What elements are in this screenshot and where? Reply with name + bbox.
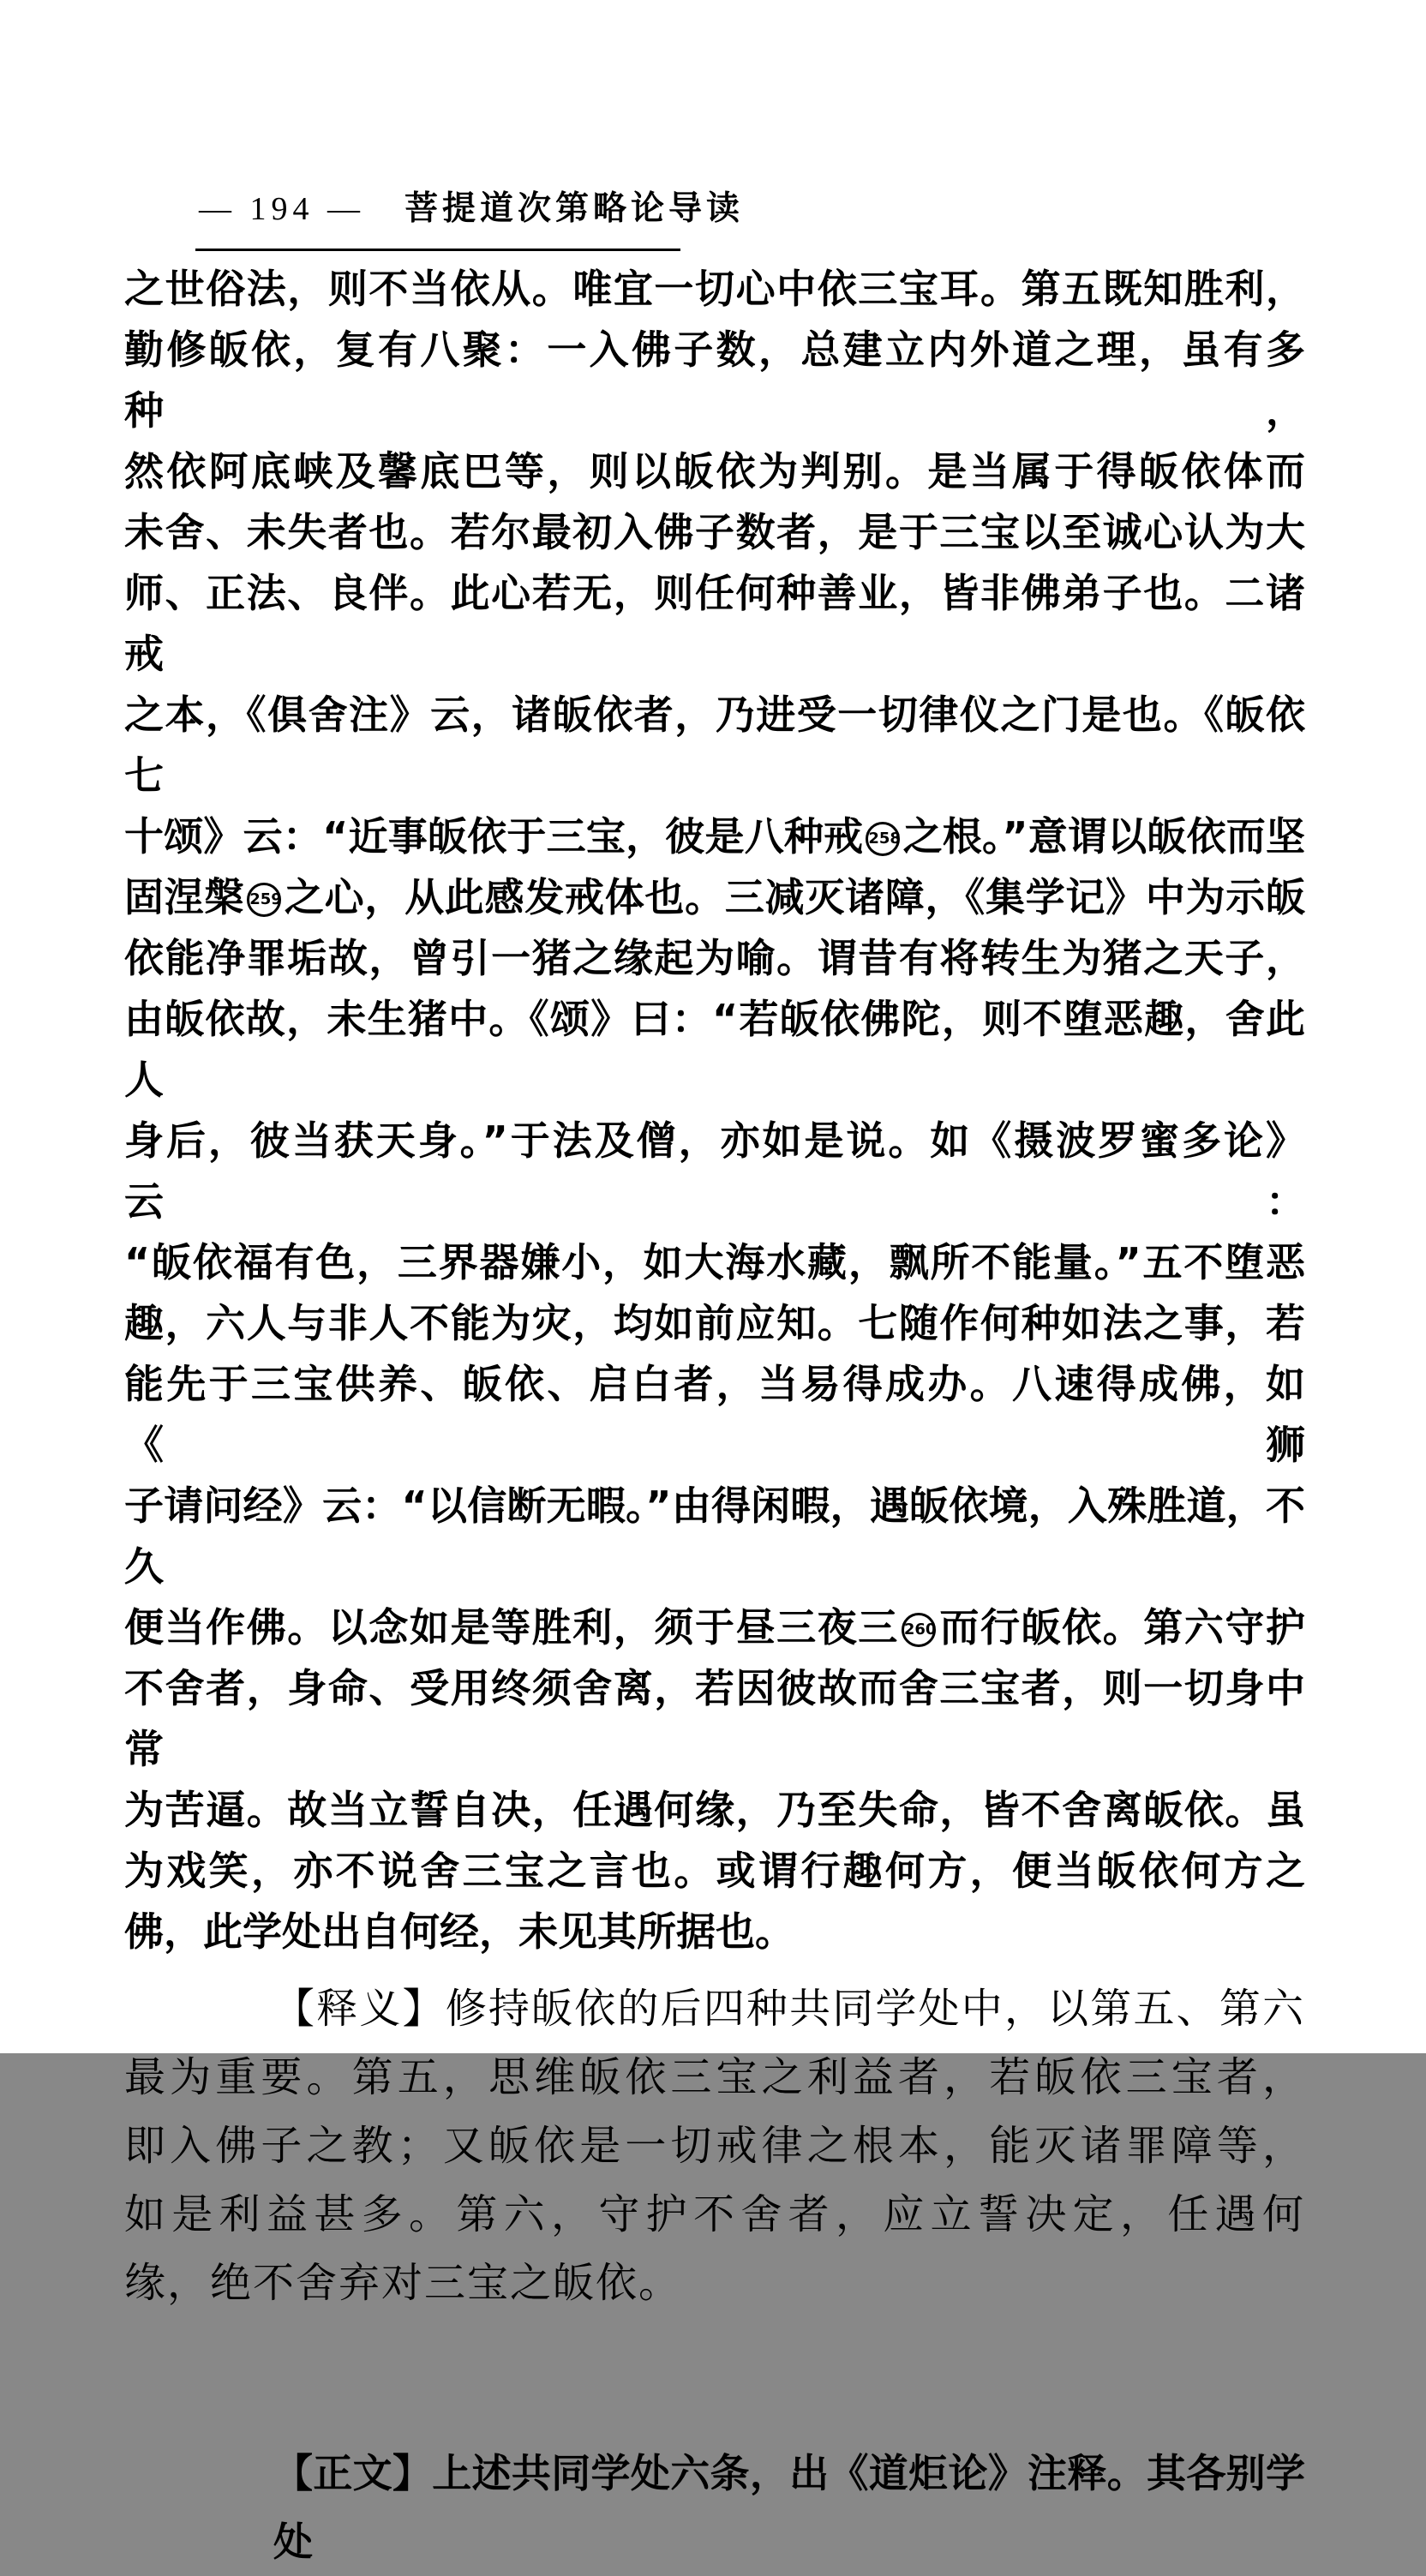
- text-line: 然依阿底峡及馨底巴等，则以皈依为判别。是当属于得皈依体而: [124, 448, 1305, 494]
- footnote-marker: 259: [247, 883, 281, 917]
- text-line: 如是利益甚多。第六，守护不舍者，应立誓决定，任遇何: [124, 2190, 1305, 2238]
- text-line: 最为重要。第五，思维皈依三宝之利益者，若皈依三宝者，: [124, 2053, 1305, 2101]
- text-line: 师、正法、良伴。此心若无，则任何种善业，皆非佛弟子也。二诸戒: [124, 570, 1305, 677]
- text-line: 子请问经》云：“以信断无暇。”由得闲暇，遇皈依境，入殊胜道，不久: [124, 1483, 1305, 1590]
- footnote-marker: 258: [866, 822, 900, 856]
- text-line: 即入佛子之教；又皈依是一切戒律之根本，能灭诸罪障等，: [124, 2122, 1305, 2170]
- text-line: 佛，此学处出自何经，未见其所据也。: [124, 1908, 794, 1955]
- text-line: 为戏笑，亦不说舍三宝之言也。或谓行趣何方，便当皈依何方之: [124, 1848, 1305, 1894]
- header-rule: [195, 249, 680, 251]
- main-paragraph: [124, 259, 1305, 1962]
- text-line: 十颂》云：“近事皈依于三宝，彼是八种戒 258之根。”意谓以皈依而坚: [124, 813, 1306, 860]
- footnote-marker: 260: [902, 1613, 936, 1647]
- book-title: 菩提道次第略论导读: [404, 190, 745, 227]
- page-number: — 194 —: [199, 191, 365, 227]
- shiyi-paragraph: [124, 1974, 1305, 2317]
- text-line: 勤修皈依，复有八聚：一入佛子数，总建立内外道之理，虽有多种，: [124, 326, 1305, 434]
- page-body-text: [124, 259, 1305, 2576]
- zhengwen-paragraph: [124, 2439, 1305, 2576]
- text-line: 之世俗法，则不当依从。唯宜一切心中依三宝耳。第五既知胜利，: [124, 266, 1305, 312]
- text-line: “皈依福有色，三界器嫌小，如大海水藏，飘所不能量。”五不堕恶: [124, 1239, 1305, 1285]
- page-header: [199, 182, 1227, 230]
- text-line: 之本，《俱舍注》云，诸皈依者，乃进受一切律仪之门是也。《皈依七: [124, 692, 1305, 799]
- text-line: 不舍者，身命、受用终须舍离，若因彼故而舍三宝者，则一切身中常: [124, 1665, 1305, 1772]
- text-line: 由皈依故，未生猪中。《颂》曰：“若皈依佛陀，则不堕恶趣，舍此人: [124, 996, 1305, 1103]
- text-line: 【正文】上述共同学处六条，出《道炬论》注释。其各别学处: [273, 2450, 1305, 2565]
- text-line: 为苦逼。故当立誓自决，任遇何缘，乃至失命，皆不舍离皈依。虽: [124, 1787, 1305, 1833]
- text-line: 固涅槃 259之心，从此感发戒体也。三减灭诸障，《集学记》中为示皈: [124, 874, 1306, 920]
- text-line: 未舍、未失者也。若尔最初入佛子数者，是于三宝以至诚心认为大: [124, 509, 1305, 555]
- text-line: 身后，彼当获天身。”于法及僧，亦如是说。如《摄波罗蜜多论》云：: [124, 1117, 1305, 1225]
- text-line: 能先于三宝供养、皈依、启白者，当易得成办。八速得成佛，如《狮: [124, 1361, 1305, 1468]
- text-line: 便当作佛。以念如是等胜利，须于昼三夜三 260而行皈依。第六守护: [124, 1604, 1306, 1650]
- text-line: 【释义】修持皈依的后四种共同学处中，以第五、第六: [273, 1985, 1305, 2033]
- text-line: 依能净罪垢故，曾引一猪之缘起为喻。谓昔有将转生为猪之天子，: [124, 935, 1305, 981]
- text-line: 趣，六人与非人不能为灾，均如前应知。七随作何种如法之事，若: [124, 1300, 1305, 1346]
- text-line: 缘，绝不舍弃对三宝之皈依。: [124, 2259, 682, 2307]
